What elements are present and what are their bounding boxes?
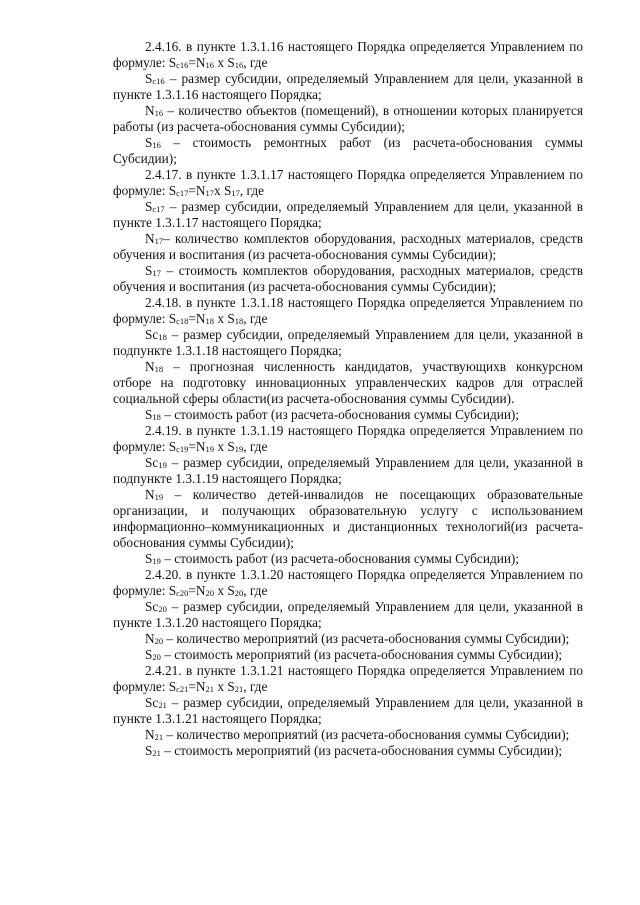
subscript: 18 <box>154 364 164 374</box>
subscript: 20 <box>152 652 161 662</box>
subscript: c21 <box>176 684 189 694</box>
subscript: 18 <box>234 316 244 326</box>
text-run: 2.4.21. в пункте 1.3.1.21 настоящего Порядка определяется Управлением по формуле: S <box>113 663 583 694</box>
text-run: =N <box>188 679 206 694</box>
text-run: =N <box>188 583 206 598</box>
paragraph-p12 <box>113 407 583 423</box>
subscript: 20 <box>154 636 164 646</box>
paragraph-p10 <box>113 327 583 359</box>
text-run: Sc <box>145 599 159 614</box>
subscript: 19 <box>152 556 161 566</box>
paragraph-p14 <box>113 455 583 487</box>
subscript: 19 <box>158 460 167 470</box>
subscript: c16 <box>176 60 189 70</box>
text-run: – размер субсидии, определяемый Управлением для цели, указанной в пункте 1.3.1.16 настоящего Порядка; <box>113 71 583 102</box>
subscript: 21 <box>152 748 161 758</box>
subscript: 16 <box>234 60 244 70</box>
text-run: 2.4.17. в пункте 1.3.1.17 настоящего Порядка определяется Управлением по формуле: S <box>113 167 583 198</box>
subscript: 17 <box>231 188 240 198</box>
text-run: Sc <box>145 327 159 342</box>
text-run: – размер субсидии, определяемый Управлением для цели, указанной в пункте 1.3.1.20 настоящего Порядка; <box>113 599 583 630</box>
paragraph-p11 <box>113 359 583 407</box>
paragraph-p24 <box>113 743 583 759</box>
subscript: c17 <box>152 204 165 214</box>
paragraph-p17 <box>113 567 583 599</box>
text-run: – размер субсидии, определяемый Управлением для цели, указанной в пункте 1.3.1.21 настоящего Порядка; <box>113 695 583 726</box>
subscript: 18 <box>158 332 167 342</box>
subscript: 18 <box>152 412 161 422</box>
text-run: 2.4.16. в пункте 1.3.1.16 настоящего Порядка определяется Управлением по формуле: S <box>113 39 583 70</box>
text-run: – прогнозная численность кандидатов, участвующихв конкурсном отборе на подготовку инновационных управленческих кадров для отраслей социальной сферы области(из расчета-обоснования суммы Субсидии). <box>113 359 583 406</box>
text-run: S <box>145 407 153 422</box>
subscript: 21 <box>158 700 167 710</box>
text-run: S <box>145 135 153 150</box>
text-run: x S <box>214 55 235 70</box>
document-body <box>113 39 583 759</box>
subscript: 16 <box>154 108 164 118</box>
text-run: , где <box>243 583 268 598</box>
paragraph-p9 <box>113 295 583 327</box>
text-run: =N <box>188 55 206 70</box>
text-run: – количество объектов (помещений), в отношении которых планируется работы (из расчета-обоснования суммы Субсидии); <box>113 103 583 134</box>
text-run: N <box>145 231 155 246</box>
paragraph-p20 <box>113 647 583 663</box>
paragraph-p21 <box>113 663 583 695</box>
paragraph-p16 <box>113 551 583 567</box>
subscript: 17 <box>152 268 161 278</box>
text-run: x S <box>214 183 232 198</box>
text-run: S <box>145 263 153 278</box>
text-run: =N <box>188 311 206 326</box>
text-run: S <box>145 743 153 758</box>
paragraph-p18 <box>113 599 583 631</box>
text-run: – стоимость комплектов оборудования, расходных материалов, средств обучения и воспитания (из расчета-обоснования суммы Субсидии); <box>113 263 583 294</box>
paragraph-p23 <box>113 727 583 743</box>
text-run: – стоимость ремонтных работ (из расчета-обоснования суммы Субсидии); <box>113 135 583 166</box>
text-run: S <box>145 71 153 86</box>
text-run: N <box>145 487 155 502</box>
subscript: c17 <box>176 188 189 198</box>
subscript: c18 <box>176 316 189 326</box>
text-run: 2.4.19. в пункте 1.3.1.19 настоящего Порядка определяется Управлением по формуле: S <box>113 423 583 454</box>
text-run: – размер субсидии, определяемый Управлением для цели, указанной в пункте 1.3.1.17 настоящего Порядка; <box>113 199 583 230</box>
text-run: – размер субсидии, определяемый Управлением для цели, указанной в подпункте 1.3.1.18 настоящего Порядка; <box>113 327 583 358</box>
text-run: N <box>145 631 155 646</box>
paragraph-p1 <box>113 39 583 71</box>
text-run: Sc <box>145 455 159 470</box>
subscript: c19 <box>176 444 189 454</box>
text-run: – стоимость работ (из расчета-обоснования суммы Субсидии); <box>160 551 520 566</box>
text-run: Sc <box>145 695 159 710</box>
subscript: 21 <box>154 732 164 742</box>
text-run: N <box>145 359 155 374</box>
text-run: x S <box>214 439 235 454</box>
text-run: – количество комплектов оборудования, расходных материалов, средств обучения и воспитания (из расчета-обоснования суммы Субсидии); <box>113 231 583 262</box>
text-run: S <box>145 199 153 214</box>
paragraph-p3 <box>113 103 583 135</box>
text-run: – стоимость работ (из расчета-обоснования суммы Субсидии); <box>160 407 520 422</box>
paragraph-p8 <box>113 263 583 295</box>
text-run: – стоимость мероприятий (из расчета-обоснования суммы Субсидии); <box>160 743 563 758</box>
subscript: 19 <box>154 492 164 502</box>
text-run: , где <box>239 183 265 198</box>
subscript: 19 <box>234 444 244 454</box>
subscript: 20 <box>205 588 215 598</box>
text-run: , где <box>243 311 268 326</box>
text-run: 2.4.18. в пункте 1.3.1.18 настоящего Порядка определяется Управлением по формуле: S <box>113 295 583 326</box>
paragraph-p6 <box>113 199 583 231</box>
subscript: 16 <box>152 140 161 150</box>
paragraph-p2 <box>113 71 583 103</box>
subscript: 19 <box>205 444 215 454</box>
text-run: , где <box>243 439 268 454</box>
text-run: – стоимость мероприятий (из расчета-обоснования суммы Субсидии); <box>160 647 563 662</box>
text-run: – количество детей-инвалидов не посещающих образовательные организации, и получающих образовательную услугу с использованием информационно–коммуникационных и дистанционных технологий(из расчета-обоснования суммы Субсидии); <box>113 487 583 550</box>
paragraph-p7 <box>113 231 583 263</box>
subscript: c16 <box>152 76 165 86</box>
paragraph-p5 <box>113 167 583 199</box>
text-run: =N <box>188 183 206 198</box>
subscript: 21 <box>205 684 215 694</box>
text-run: S <box>145 647 153 662</box>
text-run: , где <box>243 55 268 70</box>
subscript: c20 <box>176 588 189 598</box>
text-run: 2.4.20. в пункте 1.3.1.20 настоящего Порядка определяется Управлением по формуле: S <box>113 567 583 598</box>
text-run: , где <box>243 679 268 694</box>
paragraph-p15 <box>113 487 583 551</box>
subscript: 17 <box>154 236 164 246</box>
paragraph-p22 <box>113 695 583 727</box>
text-run: S <box>145 551 153 566</box>
subscript: 20 <box>234 588 244 598</box>
text-run: – размер субсидии, определяемый Управлением для цели, указанной в подпункте 1.3.1.19 настоящего Порядка; <box>113 455 583 486</box>
text-run: – количество мероприятий (из расчета-обоснования суммы Субсидии); <box>163 727 570 742</box>
text-run: N <box>145 103 155 118</box>
text-run: N <box>145 727 155 742</box>
subscript: 20 <box>158 604 167 614</box>
text-run: – количество мероприятий (из расчета-обоснования суммы Субсидии); <box>163 631 570 646</box>
paragraph-p4 <box>113 135 583 167</box>
paragraph-p19 <box>113 631 583 647</box>
text-run: =N <box>188 439 206 454</box>
subscript: 16 <box>205 60 215 70</box>
subscript: 18 <box>205 316 215 326</box>
text-run: x S <box>214 311 235 326</box>
subscript: 17 <box>205 188 215 198</box>
subscript: 21 <box>234 684 244 694</box>
paragraph-p13 <box>113 423 583 455</box>
text-run: x S <box>214 583 235 598</box>
text-run: x S <box>214 679 235 694</box>
